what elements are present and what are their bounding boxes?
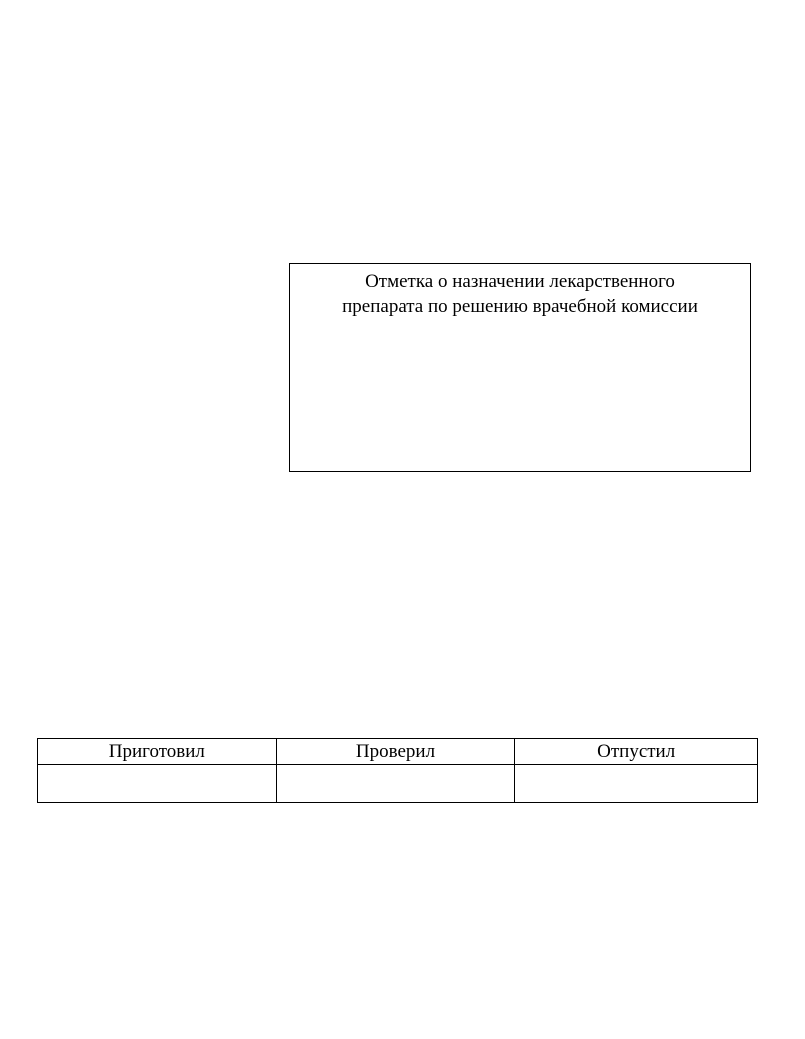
commission-note-box <box>289 263 751 472</box>
prepared-by-header: Приготовил <box>38 739 277 765</box>
dispensed-by-field[interactable] <box>515 765 758 803</box>
dispensed-by-header: Отпустил <box>515 739 758 765</box>
commission-note-line-2: препарата по решению врачебной комиссии <box>342 296 698 317</box>
signature-table-header-row <box>38 739 758 765</box>
checked-by-field[interactable] <box>276 765 515 803</box>
signature-table <box>37 738 758 803</box>
prepared-by-field[interactable] <box>38 765 277 803</box>
signature-table-row <box>38 765 758 803</box>
commission-note-line-1: Отметка о назначении лекарственного <box>365 271 675 292</box>
checked-by-header: Проверил <box>276 739 515 765</box>
